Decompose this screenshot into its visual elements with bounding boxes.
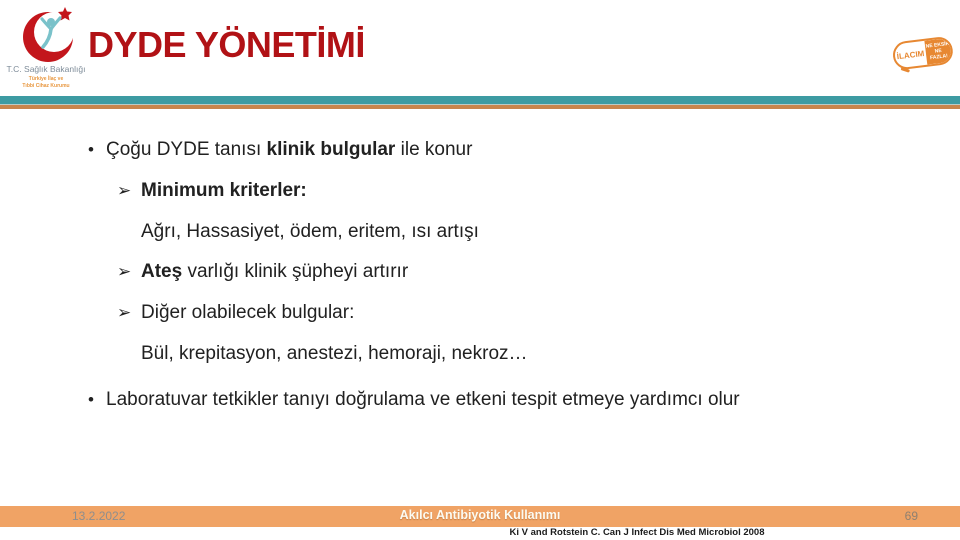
header-stripe-teal — [0, 96, 960, 104]
line-text: varlığı klinik şüpheyi artırır — [182, 261, 409, 282]
capsule-left-text: İLACIM — [896, 48, 925, 61]
bullet-dot-icon: • — [88, 140, 94, 159]
line-text-bold: Minimum kriterler: — [141, 180, 307, 201]
capsule-slogan-line1: NE EKSİK — [925, 40, 950, 50]
arrow-bullet-icon: ➢ — [117, 303, 132, 322]
capsule-right-text — [924, 38, 952, 65]
ilacim-capsule-logo — [891, 35, 956, 72]
line-text: Bül, krepitasyon, anestezi, hemoraji, nekroz… — [141, 343, 528, 364]
ministry-name: T.C. Sağlık Bakanlığı — [6, 64, 86, 74]
reference-citation: Ki V and Rotstein C. Can J Infect Dis Med Microbiol 2008 — [509, 527, 765, 538]
line-text: ile konur — [395, 139, 473, 160]
capsule-pill-icon — [891, 36, 954, 71]
agency-name-line2: Tıbbi Cihaz Kurumu — [22, 83, 70, 89]
bullet-line-4 — [117, 260, 408, 284]
slide-title: DYDE YÖNETİMİ — [88, 24, 365, 65]
bullet-line-1 — [88, 138, 472, 162]
page-number: 69 — [904, 509, 918, 523]
bullet-line-7 — [88, 388, 740, 412]
header-stripe-orange — [0, 105, 960, 109]
agency-name-line1: Türkiye İlaç ve — [28, 76, 64, 82]
bullet-line-5 — [117, 301, 354, 325]
bullet-line-6 — [141, 342, 528, 366]
bullet-dot-icon: • — [88, 390, 94, 409]
capsule-slogan-line2: NE FAZLA! — [929, 47, 949, 62]
ministry-of-health-logo — [6, 6, 86, 92]
arrow-bullet-icon: ➢ — [117, 262, 132, 281]
line-text: Diğer olabilecek bulgular: — [141, 302, 355, 323]
arrow-bullet-icon: ➢ — [117, 181, 132, 200]
line-text-bold: klinik bulgular — [266, 139, 396, 160]
footer-date: 13.2.2022 — [72, 509, 126, 523]
line-text: Ağrı, Hassasiyet, ödem, eritem, ısı artışı — [141, 221, 479, 242]
bullet-line-2 — [117, 179, 307, 203]
bullet-line-3 — [141, 220, 479, 244]
line-text: Laboratuvar tetkikler tanıyı doğrulama ve etkeni tespit etmeye yardımcı olur — [106, 389, 740, 410]
line-text-bold: Ateş — [141, 261, 183, 282]
line-text: Çoğu DYDE tanısı — [106, 139, 267, 160]
footer-course-title: Akılcı Antibiyotik Kullanımı — [399, 508, 561, 522]
